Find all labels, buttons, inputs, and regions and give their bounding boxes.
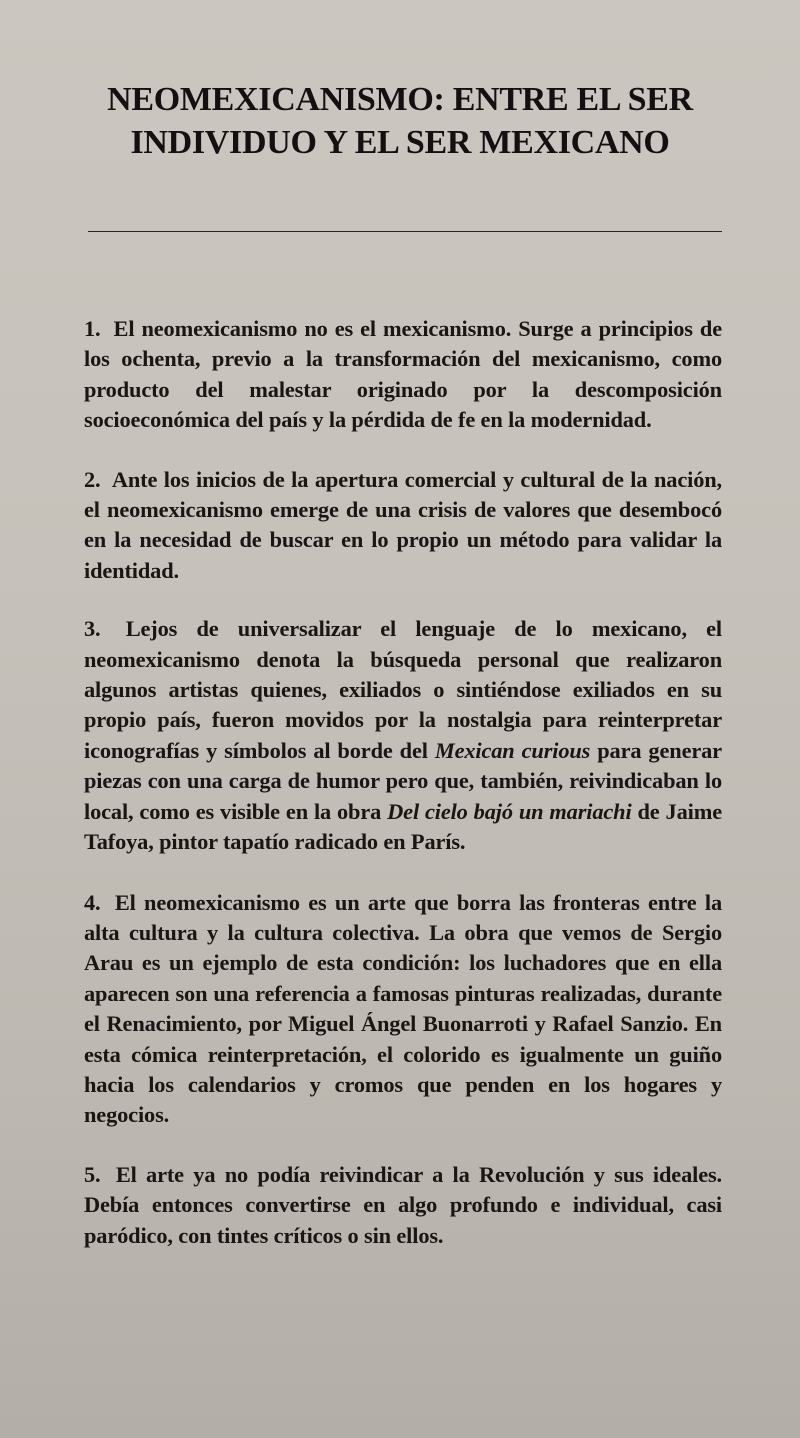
title-divider [88, 231, 722, 232]
paragraph-text: El neomexicanismo no es el mexicanismo. Surge a principios de los ochenta, previo a la transformación del mexicanismo, como producto del malestar originado por la descomposición socioeconómica del país y la pérdida de fe en la modernidad. [84, 316, 723, 433]
paragraph-number: 3. [84, 616, 101, 642]
paragraph-text: Lejos de universalizar el lenguaje de lo mexicano, el neomexicanismo denota la búsqueda personal que realizaron algunos artistas quienes, exiliados o sintiéndose exiliados en su propio país, fueron movidos por la nostalgia para reinterpretar iconografías y símbolos al borde del [84, 616, 722, 763]
paragraph-2 [84, 465, 722, 587]
paragraph-number: 4. [84, 889, 101, 915]
paragraph-4 [84, 888, 722, 1131]
paragraph-text: de Jaime Tafoya, pintor tapatío radicado en París. [84, 798, 722, 855]
paragraph-number: 5. [84, 1161, 101, 1187]
paragraph-text: El neomexicanismo es un arte que borra las fronteras entre la alta cultura y la cultura colectiva. La obra que vemos de Sergio Arau es un ejemplo de esta condición: los luchadores que en ella aparecen son una referencia a famosas pinturas realizadas, durante el Renacimiento, por Miguel Ángel Buonarroti y Rafael Sanzio. En esta cómica reinterpretación, el colorido es igualmente un guiño hacia los calendarios y cromos que penden en los hogares y negocios. [84, 889, 722, 1128]
paragraph-number: 2. [84, 466, 101, 492]
paragraph-5 [84, 1160, 722, 1251]
paragraph-text: Ante los inicios de la apertura comercial y cultural de la nación, el neomexicanismo emerge de una crisis de valores que desembocó en la necesidad de buscar en lo propio un método para validar la identidad. [84, 466, 722, 583]
italic-phrase-mexican-curious: Mexican curious [434, 737, 591, 763]
paragraph-3 [84, 614, 722, 857]
body-text [84, 314, 722, 1280]
paragraph-text: para generar piezas con una carga de humor pero que, también, reivindicaban lo local, como es visible en la obra [84, 737, 722, 824]
artwork-title: Del cielo bajó un mariachi [387, 798, 632, 824]
paragraph-number: 1. [84, 316, 101, 341]
title-line-2: INDIVIDUO Y EL SER MEXICANO [130, 124, 670, 161]
title-line-1: NEOMEXICANISMO: ENTRE EL SER [107, 81, 693, 118]
paragraph-1 [84, 314, 722, 436]
page-title [60, 78, 740, 164]
paragraph-text: El arte ya no podía reivindicar a la Revolución y sus ideales. Debía entonces convertirse en algo profundo e individual, casi paródico, con tintes críticos o sin ellos. [84, 1161, 722, 1248]
